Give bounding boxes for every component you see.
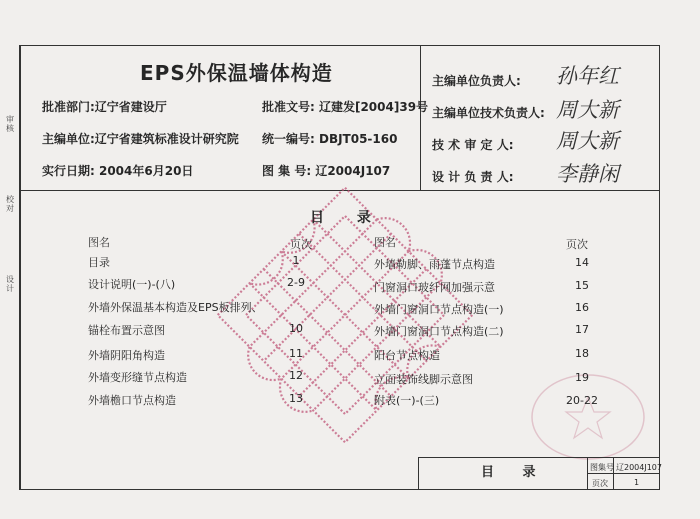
toc-item[interactable]: 外墙勒脚、雨蓬节点构造: [374, 258, 495, 271]
page-title: EPS外保温墙体构造: [140, 61, 333, 85]
resp-role-designer: 设 计 负 责 人:: [432, 170, 514, 184]
toc-right-col-name: 图名: [374, 236, 396, 249]
toc-page: 14: [575, 256, 589, 269]
toc-item[interactable]: 附表(一)-(三): [374, 394, 440, 407]
toc-item[interactable]: 门窗洞口玻纤网加强示意: [374, 281, 495, 294]
toc-page: 20-22: [566, 394, 598, 407]
side-strip: [2, 45, 20, 490]
toc-item[interactable]: 锚栓布置示意图: [88, 324, 165, 337]
side-label-check: 校对: [6, 195, 14, 213]
toc-left-col-name: 图名: [88, 236, 110, 249]
title-block-name: 目 录: [481, 465, 548, 480]
toc-page: 1: [292, 254, 300, 267]
toc-page: 15: [575, 279, 589, 292]
signature-tech-head: 周大新: [556, 98, 619, 122]
seal-stamp-icon: [528, 372, 648, 462]
toc-page: 19: [575, 371, 589, 384]
toc-item[interactable]: 外墙阴阳角构造: [88, 349, 165, 362]
toc-page: 17: [575, 323, 589, 336]
resp-role-reviewer: 技 术 审 定 人:: [432, 138, 514, 152]
toc-page: 2-9: [287, 276, 305, 289]
unified-code: 统一编号: DBJT05-160: [262, 132, 398, 146]
title-block-atlas-value: 辽2004J107: [616, 463, 662, 472]
toc-item[interactable]: 外墙外保温基本构造及EPS板排列、: [88, 301, 263, 314]
toc-item[interactable]: 外墙变形缝节点构造: [88, 371, 187, 384]
approving-dept: 批准部门:辽宁省建设厅: [42, 100, 167, 114]
side-label-design: 设计: [6, 275, 14, 293]
toc-left-col-page: 页次: [290, 238, 312, 251]
editor-unit: 主编单位:辽宁省建筑标准设计研究院: [42, 132, 239, 146]
toc-item[interactable]: 外墙门窗洞口节点构造(二): [374, 325, 504, 338]
toc-item[interactable]: 外墙檐口节点构造: [88, 394, 176, 407]
side-label-review: 审核: [6, 115, 14, 133]
atlas-number: 图 集 号: 辽2004J107: [262, 164, 391, 178]
signature-editor-head: 孙年红: [556, 64, 619, 88]
toc-page: 10: [289, 322, 303, 335]
toc-item[interactable]: 阳台节点构造: [374, 349, 440, 362]
toc-title: 目 录: [310, 210, 385, 226]
title-block-page-label: 页次: [592, 479, 608, 488]
toc-right-col-page: 页次: [566, 238, 588, 251]
toc-page: 16: [575, 301, 589, 314]
toc-page: 13: [289, 392, 303, 405]
effective-date: 实行日期: 2004年6月20日: [42, 164, 194, 178]
resp-role-editor-head: 主编单位负责人:: [432, 74, 521, 88]
toc-page: 11: [289, 347, 303, 360]
toc-item[interactable]: 设计说明(一)-(八): [88, 278, 176, 291]
toc-item[interactable]: 外墙门窗洞口节点构造(一): [374, 303, 504, 316]
title-block-page-value: 1: [634, 478, 640, 487]
approval-doc: 批准文号: 辽建发[2004]39号: [262, 100, 429, 114]
signature-reviewer: 周大新: [556, 129, 619, 153]
signature-designer: 李静闲: [556, 162, 619, 186]
toc-page: 18: [575, 347, 589, 360]
title-block-atlas-label: 图集号: [590, 463, 614, 472]
toc-page: 12: [289, 369, 303, 382]
toc-item[interactable]: 立面装饰线脚示意图: [374, 373, 473, 386]
toc-item[interactable]: 目录: [88, 256, 110, 269]
resp-role-tech-head: 主编单位技术负责人:: [432, 106, 545, 120]
